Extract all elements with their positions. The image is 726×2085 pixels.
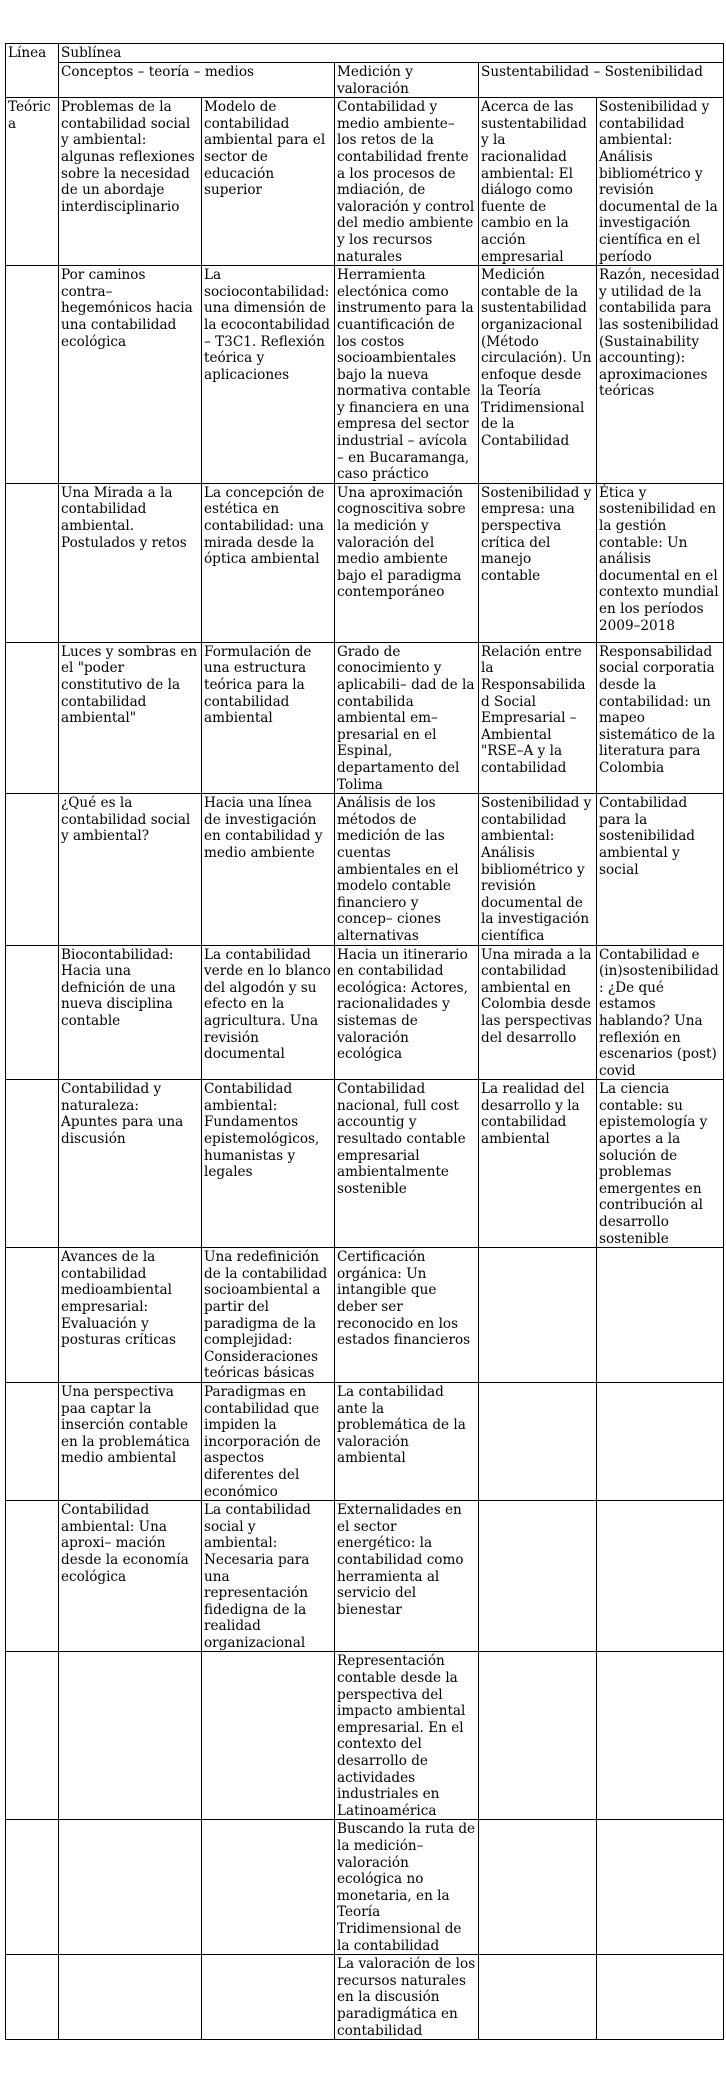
table-row	[6, 1382, 724, 1500]
linea-cell	[6, 945, 59, 1080]
table-cell: Contabilidad ambiental: Una aproxi– mación desde la economía ecológica	[59, 1501, 202, 1652]
table-cell	[59, 1820, 202, 1955]
table-cell: Herramienta electónica como instrumento para la cuantificación de los costos socioambientales bajo la nueva normativa contable y financiera en una empresa del sector industrial – avícola – en Bucaramanga, caso práctico	[335, 266, 479, 484]
linea-cell: Teórica	[6, 98, 59, 266]
table-cell: Ética y sostenibilidad en la gestión contable: Un análisis documental en el contexto mundial en los períodos 2009–2018	[597, 483, 724, 642]
table-cell: La contabilidad social y ambiental: Necesaria para una representación fidedigna de la realidad organizacional	[202, 1501, 335, 1652]
table-cell	[59, 1652, 202, 1820]
table-row	[6, 1248, 724, 1383]
table-cell: Problemas de la contabilidad social y ambiental: algunas reflexiones sobre la necesidad de un abordaje interdisciplinario	[59, 98, 202, 266]
header-linea: Línea	[6, 44, 59, 98]
header-col-sustentabilidad: Sustentabilidad – Sostenibilidad	[479, 63, 724, 98]
table-cell: Razón, necesidad y utilidad de la contabilida para las sostenibilidad (Sustainability accounting): aproximaciones teóricas	[597, 266, 724, 484]
table-cell: Contabilidad y medio ambiente– los retos de la contabilidad frente a los procesos de mdiación, de valoración y control del medio ambiente y los recursos naturales	[335, 98, 479, 266]
table-cell: Relación entre la Responsabilidad Social Empresarial – Ambiental "RSE–A y la contabilidad	[479, 642, 597, 793]
linea-cell	[6, 1501, 59, 1652]
header-col-conceptos: Conceptos – teoría – medios	[59, 63, 335, 98]
table-cell	[202, 1652, 335, 1820]
table-row	[6, 945, 724, 1080]
table-cell	[597, 1652, 724, 1820]
table-cell: Responsabilidad social corporatia desde la contabilidad: un mapeo sistemático de la literatura para Colombia	[597, 642, 724, 793]
table-cell: La concepción de estética en contabilidad: una mirada desde la óptica ambiental	[202, 483, 335, 642]
table-cell	[479, 1652, 597, 1820]
table-cell: Acerca de las sustentabilidad y la racionalidad ambiental: El diálogo como fuente de cambio en la acción empresarial	[479, 98, 597, 266]
table-cell: Buscando la ruta de la medición–valoración ecológica no monetaria, en la Teoría Tridimensional de la contabilidad	[335, 1820, 479, 1955]
table-cell: La contabilidad ante la problemática de la valoración ambiental	[335, 1382, 479, 1500]
table-cell: Una aproximación cognoscitiva sobre la medición y valoración del medio ambiente bajo el paradigma contemporáneo	[335, 483, 479, 642]
table-row	[6, 266, 724, 484]
table-cell: Una Mirada a la contabilidad ambiental. Postulados y retos	[59, 483, 202, 642]
table-cell: Externalidades en el sector energético: la contabilidad como herramienta al servicio del bienestar	[335, 1501, 479, 1652]
linea-cell	[6, 483, 59, 642]
table-row	[6, 1652, 724, 1820]
table-cell: Medición contable de la sustentabilidad organizacional (Método circulación). Un enfoque desde la Teoría Tridimensional de la Contabilidad	[479, 266, 597, 484]
table-cell: La valoración de los recursos naturales en la discusión paradigmática en contabilidad	[335, 1955, 479, 2040]
table-cell: Luces y sombras en el "poder constitutivo de la contabilidad ambiental"	[59, 642, 202, 793]
table-cell	[597, 1501, 724, 1652]
header-col-medicion: Medición y valoración	[335, 63, 479, 98]
table-row	[6, 794, 724, 945]
table-cell: Contabilidad e (in)sostenibilidad: ¿De qué estamos hablando? Una reflexión en escenarios (post) covid	[597, 945, 724, 1080]
table-cell: Una mirada a la contabilidad ambiental en Colombia desde las perspectivas del desarrollo	[479, 945, 597, 1080]
table-cell: Una redefinición de la contabilidad socioambiental a partir del paradigma de la complejidad: Consideraciones teóricas básicas	[202, 1248, 335, 1383]
table-cell: Contabilidad y naturaleza: Apuntes para una discusión	[59, 1080, 202, 1248]
table-cell: ¿Qué es la contabilidad social y ambiental?	[59, 794, 202, 945]
table-cell	[479, 1248, 597, 1383]
table-row	[6, 1501, 724, 1652]
table-cell: Análisis de los métodos de medición de las cuentas ambientales en el modelo contable financiero y concep– ciones alternativas	[335, 794, 479, 945]
header-sublinea: Sublínea	[59, 44, 724, 63]
table-cell: Modelo de contabilidad ambiental para el sector de educación superior	[202, 98, 335, 266]
table-cell: Una perspectiva paa captar la inserción contable en la problemática medio ambiental	[59, 1382, 202, 1500]
table-cell: La sociocontabilidad: una dimensión de la ecocontabilidad – T3C1. Reflexión teórica y aplicaciones	[202, 266, 335, 484]
table-cell	[479, 1501, 597, 1652]
table-cell: Avances de la contabilidad medioambiental empresarial: Evaluación y posturas críticas	[59, 1248, 202, 1383]
table-cell	[202, 1820, 335, 1955]
table-cell	[479, 1955, 597, 2040]
table-cell	[59, 1955, 202, 2040]
linea-cell	[6, 1382, 59, 1500]
table-cell: Sostenibilidad y contabilidad ambiental: Análisis bibliométrico y revisión documental de la investigación científica	[479, 794, 597, 945]
table-row	[6, 1820, 724, 1955]
table-cell	[479, 1820, 597, 1955]
table-cell: Contabilidad nacional, full cost accountig y resultado contable empresarial ambientalmente sostenible	[335, 1080, 479, 1248]
linea-cell	[6, 794, 59, 945]
header-row-2	[6, 63, 724, 98]
table-row	[6, 642, 724, 793]
linea-cell	[6, 1955, 59, 2040]
table-cell: Hacia una línea de investigación en contabilidad y medio ambiente	[202, 794, 335, 945]
table-cell: Sostenibilidad y empresa: una perspectiva crítica del manejo contable	[479, 483, 597, 642]
table-cell: La ciencia contable: su epistemología y aportes a la solución de problemas emergentes en contribución al desarrollo sostenible	[597, 1080, 724, 1248]
table-row	[6, 483, 724, 642]
table-cell	[479, 1382, 597, 1500]
table-cell: Formulación de una estructura teórica para la contabilidad ambiental	[202, 642, 335, 793]
table-cell: Hacia un itinerario en contabilidad ecológica: Actores, racionalidades y sistemas de valoración ecológica	[335, 945, 479, 1080]
table-cell: Contabilidad ambiental: Fundamentos epistemológicos, humanistas y legales	[202, 1080, 335, 1248]
table-cell: Contabilidad para la sostenibilidad ambiental y social	[597, 794, 724, 945]
table-row	[6, 1080, 724, 1248]
table-row	[6, 1955, 724, 2040]
table-cell	[597, 1820, 724, 1955]
linea-cell	[6, 1652, 59, 1820]
linea-cell	[6, 1820, 59, 1955]
table-cell: Por caminos contra–hegemónicos hacia una contabilidad ecológica	[59, 266, 202, 484]
table-cell: Biocontabilidad: Hacia una defnición de una nueva disciplina contable	[59, 945, 202, 1080]
linea-cell	[6, 1080, 59, 1248]
table-cell	[597, 1955, 724, 2040]
linea-cell	[6, 1248, 59, 1383]
table-cell: Sostenibilidad y contabilidad ambiental: Análisis bibliométrico y revisión documental de la investigación científica en el período	[597, 98, 724, 266]
table-cell: Grado de conocimiento y aplicabili– dad de la contabilida ambiental em– presarial en el Espinal, departamento del Tolima	[335, 642, 479, 793]
table-cell: Representación contable desde la perspectiva del impacto ambiental empresarial. En el contexto del desarrollo de actividades industriales en Latinoamérica	[335, 1652, 479, 1820]
table-cell	[597, 1248, 724, 1383]
linea-cell	[6, 266, 59, 484]
table-cell: La realidad del desarrollo y la contabilidad ambiental	[479, 1080, 597, 1248]
table-cell: Paradigmas en contabilidad que impiden la incorporación de aspectos diferentes del económico	[202, 1382, 335, 1500]
table-cell	[597, 1382, 724, 1500]
table-cell: La contabilidad verde en lo blanco del algodón y su efecto en la agricultura. Una revisión documental	[202, 945, 335, 1080]
header-row-1	[6, 44, 724, 63]
table-cell: Certificación orgánica: Un intangible que deber ser reconocido en los estados financieros	[335, 1248, 479, 1383]
table-row	[6, 98, 724, 266]
linea-cell	[6, 642, 59, 793]
research-lines-table	[5, 43, 724, 2040]
table-cell	[202, 1955, 335, 2040]
